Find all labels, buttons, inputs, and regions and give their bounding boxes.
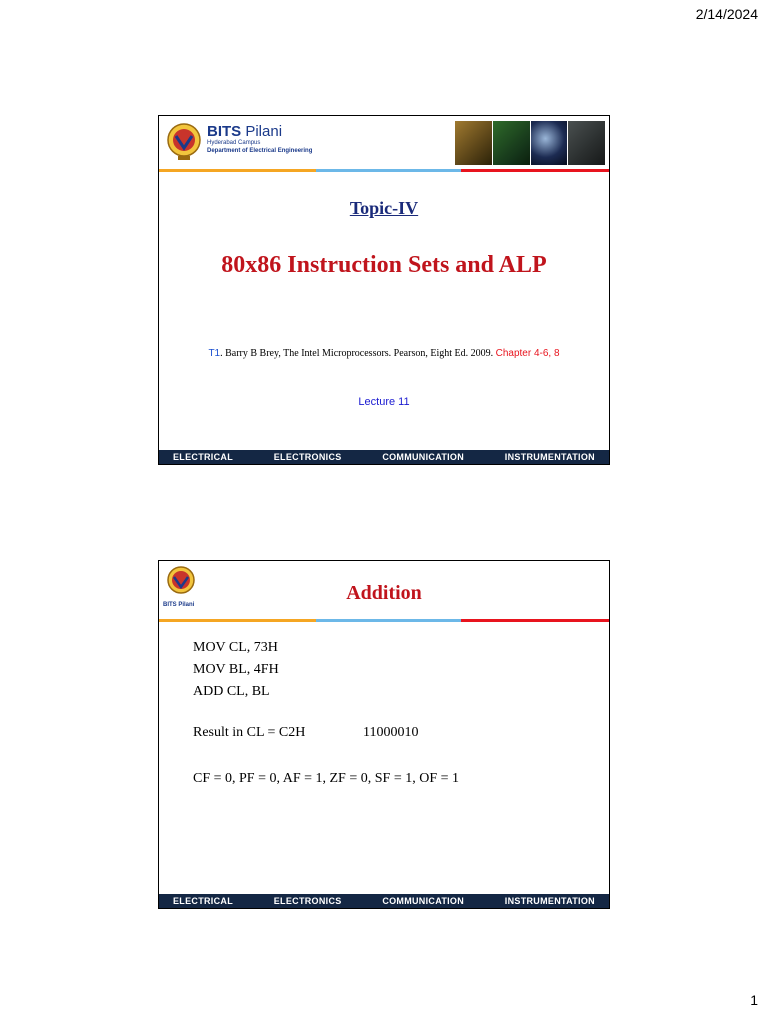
brand-block — [207, 124, 312, 155]
circuit-photo-icon — [455, 121, 492, 165]
header-photo-strip — [455, 121, 605, 165]
page-number: 1 — [750, 992, 758, 1008]
topic-heading: Topic-IV — [349, 198, 419, 218]
slide-footer — [159, 894, 609, 908]
lecture-number: Lecture 11 — [358, 396, 410, 408]
slide-title — [158, 115, 610, 465]
brand-campus: Hyderabad Campus — [207, 140, 261, 146]
header-color-stripe — [159, 619, 609, 622]
code-line: MOV BL, 4FH — [193, 662, 279, 677]
pcb-photo-icon — [493, 121, 530, 165]
footer-label: COMMUNICATION — [382, 896, 465, 906]
footer-label: COMMUNICATION — [382, 452, 465, 462]
textbook-reference: T1. Barry B Brey, The Intel Microprocessors. Pearson, Eight Ed. 2009. Chapter 4-6, 8 — [208, 348, 560, 359]
flags-line: CF = 0, PF = 0, AF = 1, ZF = 0, SF = 1, OF = 1 — [193, 771, 459, 786]
slide-footer — [159, 450, 609, 464]
bits-logo-icon — [167, 122, 201, 162]
footer-label: INSTRUMENTATION — [504, 452, 595, 462]
brand-name: BITS Pilani — [207, 123, 283, 140]
slide-title-addition: Addition — [346, 582, 422, 604]
footer-label: INSTRUMENTATION — [504, 896, 595, 906]
brand-department: Department of Electrical Engineering — [207, 148, 313, 154]
slide-addition — [158, 560, 610, 909]
code-block — [193, 637, 279, 703]
footer-label: ELECTRICAL — [173, 452, 233, 462]
slide-header — [159, 116, 609, 168]
header-color-stripe — [159, 169, 609, 172]
footer-label: ELECTRONICS — [273, 896, 342, 906]
slide-main-title: 80x86 Instruction Sets and ALP — [221, 252, 547, 278]
footer-label: ELECTRICAL — [173, 896, 233, 906]
satellite-photo-icon — [531, 121, 568, 165]
footer-label: ELECTRONICS — [273, 452, 342, 462]
code-line: ADD CL, BL — [193, 684, 270, 699]
result-label: Result in CL = C2H — [193, 725, 306, 740]
page-date: 2/14/2024 — [695, 6, 758, 22]
code-line: MOV CL, 73H — [193, 640, 278, 655]
result-binary: 11000010 — [363, 725, 419, 740]
instrument-photo-icon — [568, 121, 605, 165]
brand-small-name: BITS Pilani — [163, 602, 195, 608]
